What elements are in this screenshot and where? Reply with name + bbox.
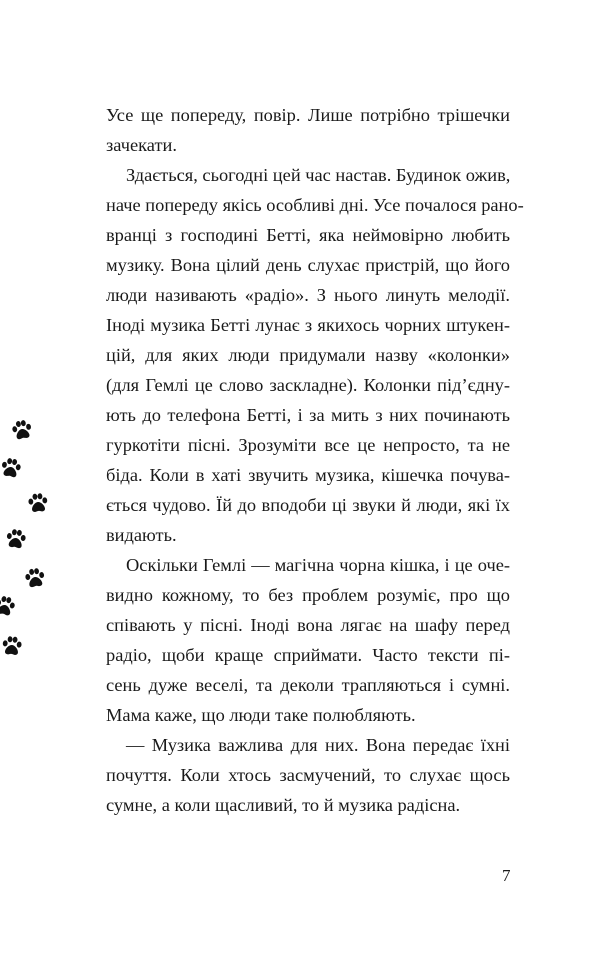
page-number: 7: [502, 866, 511, 885]
text-line: Іноді музика Бетті лунає з якихось чорних штукен-: [106, 315, 510, 335]
paw-print-icon: [0, 634, 24, 658]
paw-print-icon: [26, 491, 50, 515]
text-line: ється чудово. Їй до вподоби ці звуки й люди, які їх: [106, 495, 510, 515]
paw-print-icon: [9, 417, 34, 442]
text-line: сумне, а коли щасливий, то й музика радісна.: [106, 795, 461, 815]
text-line: — Музика важлива для них. Вона передає їхні: [126, 735, 510, 755]
paw-print-icon: [4, 527, 29, 552]
paw-print-icon: [0, 455, 24, 480]
text-line: музику. Вона цілий день слухає пристрій, що його: [106, 255, 510, 275]
text-line: Усе ще попереду, повір. Лише потрібно трішечки: [106, 105, 510, 125]
text-line: співають у пісні. Іноді вона лягає на шафу перед: [106, 615, 510, 635]
body-text: [106, 100, 524, 820]
text-line: гуркотіти пісні. Зрозуміти все це непросто, та не: [106, 435, 510, 455]
paragraph: [106, 160, 524, 550]
text-line: біда. Коли в хаті звучить музика, кішечка почува-: [106, 465, 510, 485]
text-line: люди називають «радіо». З нього линуть мелодії.: [106, 285, 510, 305]
text-line: видають.: [106, 525, 177, 545]
paragraph: [106, 730, 510, 820]
text-line: цій, для яких люди придумали назву «колонки»: [106, 345, 510, 365]
paw-print-icon: [23, 566, 48, 591]
paragraph: [106, 550, 510, 730]
text-line: вранці з господині Бетті, яка неймовірно любить: [106, 225, 510, 245]
paragraph: [106, 100, 510, 160]
text-line: почуття. Коли хтось засмучений, то слухає щось: [106, 765, 510, 785]
text-line: Мама каже, що люди таке полюбляють.: [106, 705, 416, 725]
text-line: ють до телефона Бетті, і за мить з них починають: [106, 405, 510, 425]
text-line: наче попереду якісь особливі дні. Усе почалося рано-: [106, 195, 524, 215]
text-line: видно кожному, то без проблем розуміє, про що: [106, 585, 510, 605]
text-line: радіо, щоби краще сприймати. Часто тексти пі-: [106, 645, 510, 665]
text-line: Оскільки Гемлі — магічна чорна кішка, і це оче-: [126, 555, 510, 575]
text-line: Здається, сьогодні цей час настав. Будинок ожив,: [126, 165, 511, 185]
paw-print-icon: [0, 593, 18, 619]
text-line: зачекати.: [106, 135, 177, 155]
text-line: сень дуже веселі, та деколи трапляються і сумні.: [106, 675, 510, 695]
text-line: (для Гемлі це слово заскладне). Колонки під’єдну-: [106, 375, 510, 395]
